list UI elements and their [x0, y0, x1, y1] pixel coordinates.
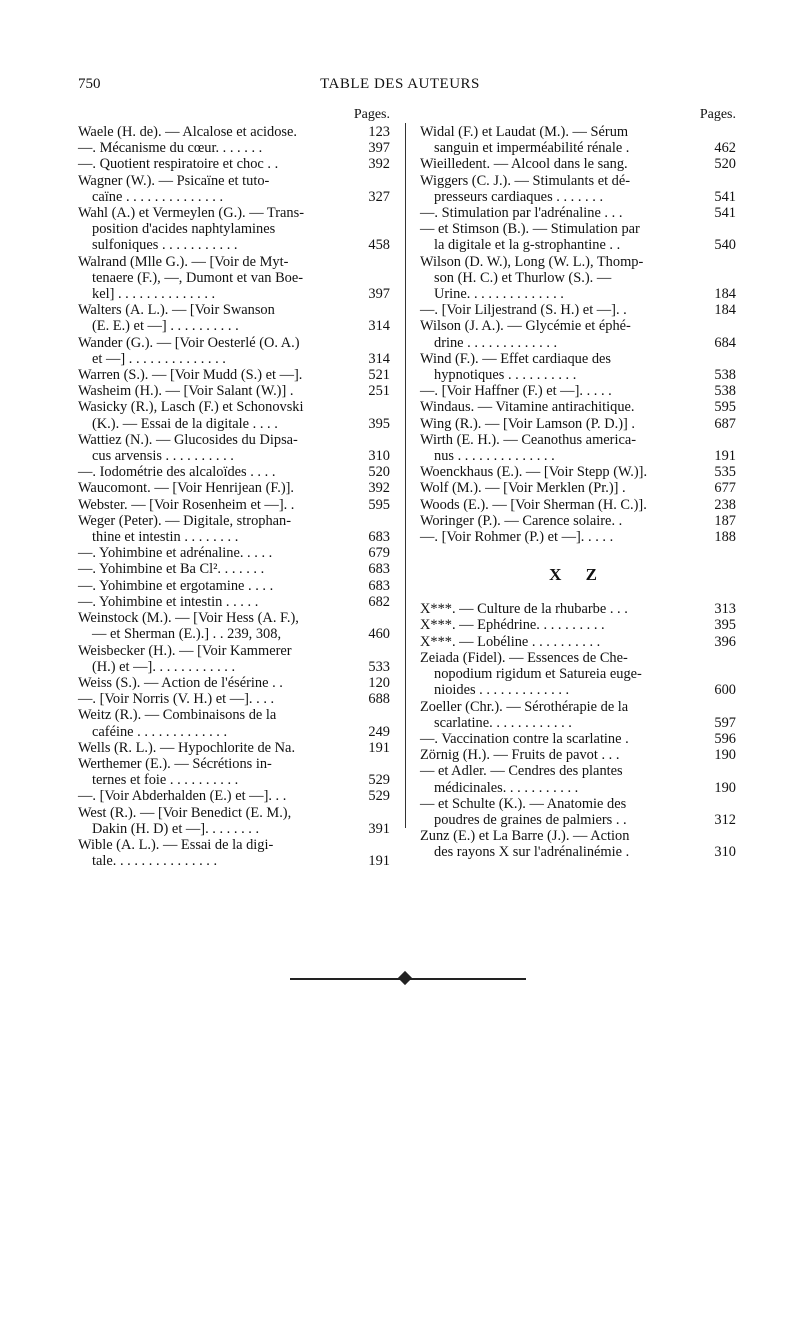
entry-page: 397	[368, 140, 390, 157]
index-entry	[420, 731, 736, 747]
entry-text: —. Vaccination contre la scarlatine .	[420, 730, 629, 747]
entry-text: —. Yohimbine et intestin . . . . .	[78, 593, 259, 610]
index-entry	[78, 675, 390, 691]
entry-page: 679	[368, 545, 390, 562]
section-heading-xz: X Z	[549, 565, 607, 585]
index-entry	[420, 318, 736, 350]
entry-text: Wind (F.). — Effet cardiaque des hypnotiques . . . . . . . . . .	[420, 350, 612, 384]
entry-page: 392	[368, 480, 390, 497]
index-entry	[78, 594, 390, 610]
entry-page: 540	[714, 237, 736, 254]
entry-text: Wilson (D. W.), Long (W. L.), Thomp- son (H. C.) et Thurlow (S.). — Urine. . . . . . . . . . . . . .	[420, 253, 644, 303]
index-entry	[420, 513, 736, 529]
entry-text: — et Stimson (B.). — Stimulation par la digitale et la g-strophantine . .	[420, 221, 640, 254]
index-entry	[78, 545, 390, 561]
index-entry	[78, 367, 390, 383]
entry-page: 313	[714, 601, 736, 618]
index-entry	[78, 480, 390, 496]
entry-text: Wing (R.). — [Voir Lamson (P. D.)] .	[420, 415, 635, 432]
entry-page: 238	[714, 496, 736, 513]
entry-text: Zunz (E.) et La Barre (J.). — Action des rayons X sur l'adrénalinémie .	[420, 828, 630, 861]
index-entry	[420, 763, 736, 795]
index-entry	[78, 124, 390, 140]
entry-page: 520	[368, 464, 390, 481]
entry-text: —. [Voir Liljestrand (S. H.) et —]. .	[420, 302, 627, 319]
entry-page: 191	[368, 739, 390, 756]
index-entry	[420, 796, 736, 828]
index-entry	[420, 351, 736, 383]
entry-page: 687	[714, 415, 736, 432]
index-entry	[420, 747, 736, 763]
index-entry	[420, 634, 736, 650]
page-number: 750	[78, 76, 101, 92]
index-entry	[420, 156, 736, 172]
entry-page: 535	[714, 464, 736, 481]
index-entry	[78, 805, 390, 837]
index-entry	[420, 383, 736, 399]
entry-text: Wasicky (R.), Lasch (F.) et Schonovski (K.). — Essai de la digitale . . . .	[78, 399, 304, 432]
entry-text: Walters (A. L.). — [Voir Swanson (E. E.) et —] . . . . . . . . . .	[78, 302, 275, 335]
index-entry	[420, 601, 736, 617]
index-entry	[78, 497, 390, 513]
index-entry	[420, 617, 736, 633]
running-title: TABLE DES AUTEURS	[320, 76, 480, 92]
entry-page: 677	[714, 480, 736, 497]
entry-text: Waele (H. de). — Alcalose et acidose.	[78, 124, 298, 140]
entry-page: 249	[368, 723, 390, 740]
entry-page: 395	[368, 415, 390, 432]
entry-page: 460	[368, 626, 390, 643]
index-entry	[420, 432, 736, 464]
index-entry	[78, 513, 390, 545]
entry-page: 327	[368, 188, 390, 205]
pages-label: Pages.	[353, 107, 390, 122]
index-entry	[78, 335, 390, 367]
entry-page: 595	[714, 399, 736, 416]
entry-text: Windaus. — Vitamine antirachitique.	[420, 399, 635, 416]
index-entry	[78, 578, 390, 594]
xz-entry-list	[420, 601, 736, 860]
entry-text: Zörnig (H.). — Fruits de pavot . . .	[420, 747, 620, 764]
entry-page: 683	[368, 577, 390, 594]
entry-text: —. Yohimbine et adrénaline. . . . .	[78, 545, 273, 562]
index-entry	[420, 254, 736, 303]
entry-text: —. Stimulation par l'adrénaline . . .	[420, 205, 623, 222]
entry-text: Weiss (S.). — Action de l'ésérine . .	[78, 674, 283, 691]
entry-text: Walrand (Mlle G.). — [Voir de Myt- tenaere (F.), —, Dumont et van Boe- kel] . . . . . . . . . . . . . .	[78, 253, 304, 303]
entry-text: —. [Voir Rohmer (P.) et —]. . . . .	[420, 529, 614, 546]
entry-text: Wirth (E. H.). — Ceanothus america- nus . . . . . . . . . . . . . .	[420, 431, 637, 465]
index-entry	[420, 828, 736, 860]
entry-page: 396	[714, 633, 736, 650]
entry-text: Weisbecker (H.). — [Voir Kammerer (H.) et —]. . . . . . . . . . . .	[78, 642, 292, 675]
entry-page: 541	[714, 205, 736, 222]
entry-page: 397	[368, 286, 390, 303]
left-column	[78, 106, 390, 869]
entry-text: Woringer (P.). — Carence solaire. .	[420, 512, 623, 529]
index-entry	[420, 205, 736, 221]
entry-page: 600	[714, 682, 736, 699]
entry-text: Weinstock (M.). — [Voir Hess (A. F.), — et Sherman (E.).] . . 239, 308,	[78, 610, 299, 643]
entry-text: —. [Voir Abderhalden (E.) et —]. . .	[78, 788, 287, 805]
entry-page: 684	[714, 334, 736, 351]
right-column	[420, 106, 736, 861]
entry-text: —. Yohimbine et ergotamine . . . .	[78, 577, 274, 594]
entry-page: 184	[714, 302, 736, 319]
entry-text: Webster. — [Voir Rosenheim et —]. .	[78, 496, 295, 513]
entry-page: 529	[368, 772, 390, 789]
entry-page: 538	[714, 367, 736, 384]
entry-page: 310	[714, 844, 736, 861]
index-entry	[420, 173, 736, 205]
entry-text: — et Schulte (K.). — Anatomie des poudres de graines de palmiers . .	[420, 795, 627, 828]
column-divider	[405, 123, 406, 828]
entry-text: Zeiada (Fidel). — Essences de Che- nopodium rigidum et Satureia euge- nioides . . . . . . . . . . . . .	[420, 649, 642, 699]
index-entry	[420, 221, 736, 253]
entry-page: 521	[368, 367, 390, 384]
entry-page: 314	[368, 318, 390, 335]
entry-text: Wiggers (C. J.). — Stimulants et dé- presseurs cardiaques . . . . . . .	[420, 172, 631, 205]
entry-text: —. Mécanisme du cœur. . . . . . .	[78, 140, 263, 157]
entry-text: Wahl (A.) et Vermeylen (G.). — Trans- position d'acides naphtylamines sulfoniques . . . . . . . . . . .	[78, 205, 304, 254]
entry-text: Wolf (M.). — [Voir Merklen (Pr.)] .	[420, 480, 626, 497]
entry-page: 520	[714, 156, 736, 173]
entry-text: X***. — Ephédrine. . . . . . . . . .	[420, 617, 605, 634]
entry-page: 688	[368, 691, 390, 708]
index-entry	[420, 464, 736, 480]
entry-page: 190	[714, 747, 736, 764]
index-entry	[78, 740, 390, 756]
index-entry	[78, 173, 390, 205]
entry-page: 187	[714, 512, 736, 529]
index-entry	[78, 691, 390, 707]
entry-page: 120	[368, 674, 390, 691]
index-entry	[78, 254, 390, 303]
entry-page: 595	[368, 496, 390, 513]
entry-text: — et Adler. — Cendres des plantes médicinales. . . . . . . . . . .	[420, 763, 623, 796]
entry-text: Wible (A. L.). — Essai de la digi- tale. . . . . . . . . . . . . . .	[78, 836, 274, 870]
index-entry	[78, 399, 390, 431]
index-entry	[78, 561, 390, 577]
entry-text: —. [Voir Norris (V. H.) et —]. . . .	[78, 691, 275, 708]
index-entry	[78, 837, 390, 869]
entry-page: 596	[714, 730, 736, 747]
entry-text: Wells (R. L.). — Hypochlorite de Na.	[78, 739, 296, 756]
index-entry	[420, 399, 736, 415]
entry-page: 541	[714, 188, 736, 205]
index-entry	[78, 756, 390, 788]
index-entry	[420, 416, 736, 432]
entry-text: —. Yohimbine et Ba Cl². . . . . . .	[78, 561, 265, 578]
entry-page: 395	[714, 617, 736, 634]
entry-page: 312	[714, 811, 736, 828]
entry-page: 184	[714, 286, 736, 303]
entry-page: 529	[368, 788, 390, 805]
entry-text: Wander (G.). — [Voir Oesterlé (O. A.) et —] . . . . . . . . . . . . . .	[78, 334, 300, 367]
index-entry	[78, 610, 390, 642]
page-header	[0, 76, 800, 98]
entry-text: Wattiez (N.). — Glucosides du Dipsa- cus arvensis . . . . . . . . . .	[78, 431, 298, 465]
pages-label: Pages.	[699, 107, 736, 122]
entry-text: Werthemer (E.). — Sécrétions in- ternes et foie . . . . . . . . . .	[78, 755, 272, 789]
entry-page: 314	[368, 350, 390, 367]
entry-text: Weitz (R.). — Combinaisons de la caféine . . . . . . . . . . . . .	[78, 707, 277, 740]
index-entry	[420, 480, 736, 496]
index-entry	[420, 124, 736, 156]
entry-page: 392	[368, 156, 390, 173]
entry-page: 462	[714, 140, 736, 157]
entry-page: 191	[368, 853, 390, 870]
entry-text: Wieilledent. — Alcool dans le sang.	[420, 156, 628, 173]
entry-page: 123	[368, 124, 390, 140]
entry-page: 251	[368, 383, 390, 400]
left-entry-list	[78, 124, 390, 869]
index-entry	[78, 464, 390, 480]
entry-text: Widal (F.) et Laudat (M.). — Sérum sanguin et imperméabilité rénale .	[420, 124, 630, 157]
entry-page: 538	[714, 383, 736, 400]
index-entry	[420, 529, 736, 545]
entry-text: X***. — Culture de la rhubarbe . . .	[420, 601, 628, 618]
entry-text: Washeim (H.). — [Voir Salant (W.)] .	[78, 383, 294, 400]
end-ornament	[290, 972, 526, 986]
index-entry	[420, 650, 736, 699]
diamond-ornament-icon	[398, 971, 412, 985]
index-entry	[78, 788, 390, 804]
entry-page: 310	[368, 448, 390, 465]
entry-page: 533	[368, 658, 390, 675]
entry-page: 191	[714, 448, 736, 465]
entry-text: Waucomont. — [Voir Henrijean (F.)].	[78, 480, 295, 497]
index-entry	[420, 699, 736, 731]
entry-text: Warren (S.). — [Voir Mudd (S.) et —].	[78, 367, 303, 384]
entry-page: 188	[714, 529, 736, 546]
entry-page: 391	[368, 820, 390, 837]
index-entry	[420, 302, 736, 318]
index-entry	[78, 707, 390, 739]
entry-page: 458	[368, 237, 390, 254]
index-entry	[78, 432, 390, 464]
index-entry	[78, 205, 390, 254]
index-entry	[78, 383, 390, 399]
entry-text: X***. — Lobéline . . . . . . . . . .	[420, 633, 601, 650]
entry-text: Woenckhaus (E.). — [Voir Stepp (W.)].	[420, 464, 648, 481]
entry-page: 683	[368, 561, 390, 578]
index-entry	[78, 302, 390, 334]
entry-text: Woods (E.). — [Voir Sherman (H. C.)].	[420, 496, 647, 513]
entry-text: Zoeller (Chr.). — Sérothérapie de la scarlatine. . . . . . . . . . . .	[420, 698, 629, 731]
index-entry	[78, 140, 390, 156]
index-entry	[78, 156, 390, 172]
entry-text: Weger (Peter). — Digitale, strophan- thine et intestin . . . . . . . .	[78, 512, 292, 546]
entry-text: Wagner (W.). — Psicaïne et tuto- caïne . . . . . . . . . . . . . .	[78, 172, 270, 205]
entry-page: 682	[368, 593, 390, 610]
entry-text: Wilson (J. A.). — Glycémie et éphé- drine . . . . . . . . . . . . .	[420, 318, 631, 351]
entry-text: —. Quotient respiratoire et choc . .	[78, 156, 279, 173]
right-entry-list	[420, 124, 736, 545]
entry-text: —. Iodométrie des alcaloïdes . . . .	[78, 464, 276, 481]
entry-text: West (R.). — [Voir Benedict (E. M.), Dakin (H. D) et —]. . . . . . . .	[78, 804, 292, 837]
index-entry	[78, 643, 390, 675]
entry-page: 597	[714, 714, 736, 731]
index-entry	[420, 497, 736, 513]
entry-page: 190	[714, 779, 736, 796]
entry-text: —. [Voir Haffner (F.) et —]. . . . .	[420, 383, 612, 400]
entry-page: 683	[368, 529, 390, 546]
